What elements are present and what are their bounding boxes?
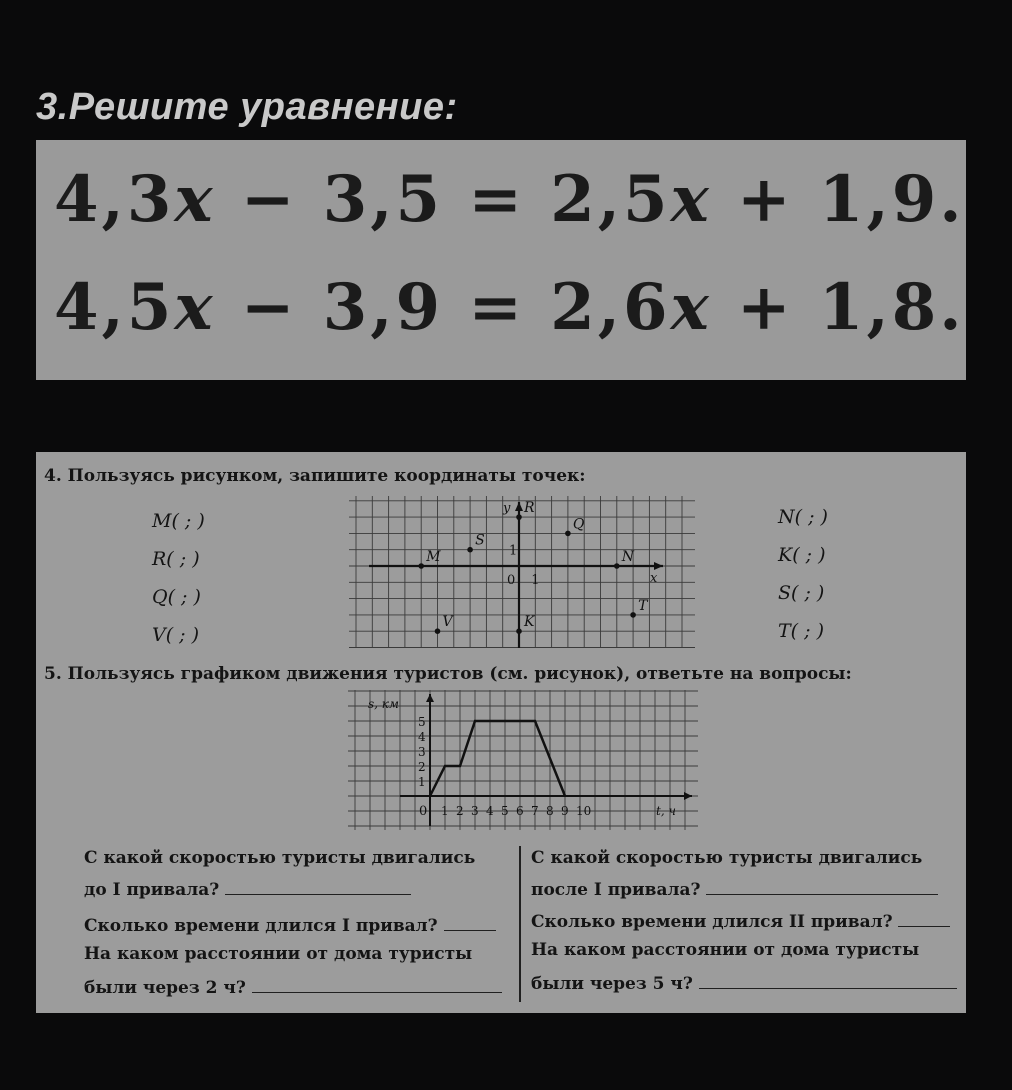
x-tick-label: 6 xyxy=(516,804,524,818)
y-axis-arrow xyxy=(515,502,523,511)
question-right-1a: С какой скоростью туристы двигались xyxy=(531,848,923,868)
x-axis-arrow xyxy=(654,562,663,570)
x-tick-label: 3 xyxy=(471,804,479,818)
task5-title xyxy=(44,664,852,684)
x-tick-label: 4 xyxy=(486,804,494,818)
question-left-3b xyxy=(84,978,502,998)
question-left-2-text: Сколько времени длился I привал? xyxy=(84,916,438,936)
x-axis-label: x xyxy=(650,571,658,586)
motion-graph xyxy=(348,690,698,830)
eq1-var-left: x xyxy=(174,162,216,237)
point-r xyxy=(516,514,522,520)
origin-label: 0 xyxy=(507,573,516,588)
point-label-v: V( ; ) xyxy=(152,624,200,646)
y-tick-label: 4 xyxy=(418,730,426,744)
eq2-middle: − 3,9 = 2,6 xyxy=(240,270,671,345)
unit-y-label: 1 xyxy=(509,543,518,559)
point-label-q: Q( ; ) xyxy=(152,586,201,608)
task5-text: Пользуясь графиком движения туристов (см. рисунок), ответьте на вопросы: xyxy=(67,664,852,684)
point-label-s: S( ; ) xyxy=(778,582,825,604)
point-name-v: V xyxy=(442,614,453,631)
point-t xyxy=(630,612,636,618)
task4-text: Пользуясь рисунком, запишите координаты точек: xyxy=(67,466,586,486)
eq1-left-coef: 4,3 xyxy=(54,162,175,237)
question-right-1b-text: после I привала? xyxy=(531,880,701,900)
question-right-3b-text: были через 5 ч? xyxy=(531,974,693,994)
point-v xyxy=(435,628,441,634)
eq1-middle: − 3,5 = 2,5 xyxy=(240,162,671,237)
x-tick-label: 5 xyxy=(501,804,509,818)
question-left-1b xyxy=(84,880,411,900)
question-left-3b-text: были через 2 ч? xyxy=(84,978,246,998)
point-label-n: N( ; ) xyxy=(778,506,828,528)
question-right-2 xyxy=(531,912,950,932)
point-n xyxy=(614,563,620,569)
graph-y-arrow xyxy=(426,694,434,702)
y-tick-label: 1 xyxy=(418,775,426,789)
coordinate-plane xyxy=(349,496,695,648)
x-tick-label: 8 xyxy=(546,804,554,818)
x-tick-label: 2 xyxy=(456,804,464,818)
point-label-m: M( ; ) xyxy=(152,510,205,532)
equation-1 xyxy=(54,162,965,237)
question-left-3a: На каком расстоянии от дома туристы xyxy=(84,944,473,964)
answer-line-left-1[interactable] xyxy=(225,880,411,895)
question-right-3a: На каком расстоянии от дома туристы xyxy=(531,940,920,960)
point-name-n: N xyxy=(621,549,635,565)
x-tick-label: 9 xyxy=(561,804,569,818)
motion-line xyxy=(430,721,565,796)
y-axis-label: y xyxy=(503,501,511,516)
x-tick-label: 7 xyxy=(531,804,539,818)
y-tick-label: 2 xyxy=(418,760,426,774)
point-s xyxy=(467,547,473,553)
eq2-var-left: x xyxy=(174,270,216,345)
point-label-r: R( ; ) xyxy=(152,548,200,570)
point-label-k: K( ; ) xyxy=(778,544,826,566)
graph-x-arrow xyxy=(684,792,692,800)
graph-x-label: t, ч xyxy=(656,804,676,818)
question-right-3b xyxy=(531,974,957,994)
point-k xyxy=(516,628,522,634)
question-right-1b xyxy=(531,880,938,900)
point-name-m: M xyxy=(426,549,441,565)
tasks-panel xyxy=(36,452,966,1013)
eq2-right-const: + 1,8. xyxy=(737,270,965,345)
eq2-var-right: x xyxy=(670,270,712,345)
point-name-s: S xyxy=(475,532,485,549)
graph-y-label: s, км xyxy=(368,697,399,711)
graph-origin-label: 0 xyxy=(419,804,428,819)
point-name-k: K xyxy=(524,614,535,631)
task4-number: 4. xyxy=(44,466,62,486)
equation-2 xyxy=(54,270,965,345)
point-name-q: Q xyxy=(572,516,585,533)
point-name-r: R xyxy=(524,500,535,517)
equations-panel xyxy=(36,140,966,380)
y-tick-label: 5 xyxy=(418,715,426,729)
task3-heading: 3.Решите уравнение: xyxy=(36,86,458,128)
y-tick-label: 3 xyxy=(418,745,426,759)
point-name-t: T xyxy=(638,597,648,614)
answer-line-right-1[interactable] xyxy=(706,880,938,895)
point-q xyxy=(565,531,571,537)
eq2-left-coef: 4,5 xyxy=(54,270,175,345)
eq1-right-const: + 1,9. xyxy=(737,162,965,237)
answer-line-right-2[interactable] xyxy=(898,912,950,927)
answer-line-left-2[interactable] xyxy=(444,916,496,931)
question-right-2-text: Сколько времени длился II привал? xyxy=(531,912,893,932)
x-tick-label: 1 xyxy=(441,804,449,818)
column-divider xyxy=(519,846,521,1002)
answer-line-left-3[interactable] xyxy=(252,978,502,993)
task5-number: 5. xyxy=(44,664,62,684)
task4-title xyxy=(44,466,586,486)
question-left-2 xyxy=(84,916,496,936)
answer-line-right-3[interactable] xyxy=(699,974,957,989)
x-tick-label: 10 xyxy=(576,804,592,818)
question-left-1b-text: до I привала? xyxy=(84,880,220,900)
question-left-1a: С какой скоростью туристы двигались xyxy=(84,848,476,868)
eq1-var-right: x xyxy=(670,162,712,237)
point-m xyxy=(418,563,424,569)
point-label-t: T( ; ) xyxy=(778,620,824,642)
unit-x-label: 1 xyxy=(531,573,540,588)
